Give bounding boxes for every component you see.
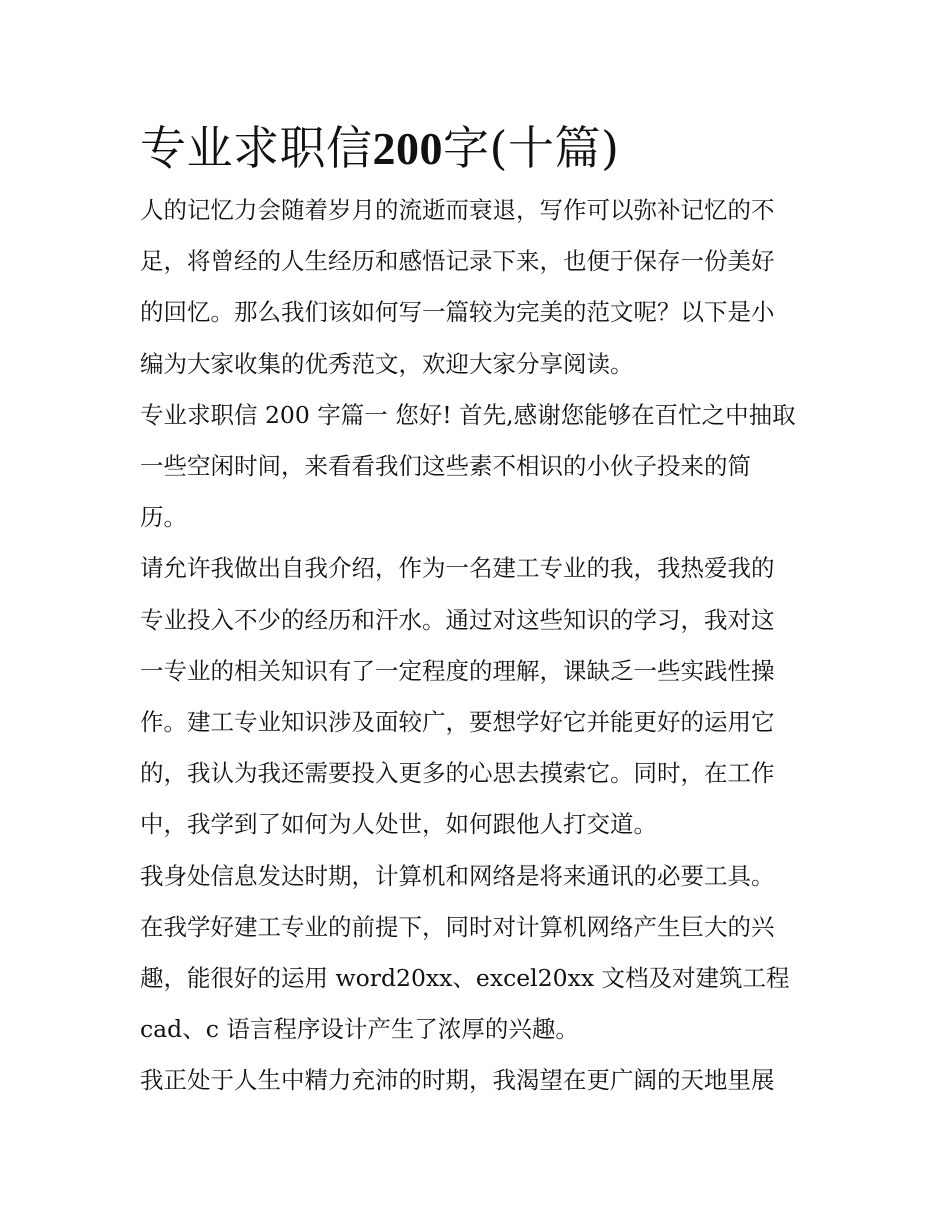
document-title [140, 112, 816, 185]
paragraph-line: 请允许我做出自我介绍，作为一名建工专业的我，我热爱我的 [140, 554, 775, 583]
paragraph-line: 作。建工专业知识涉及面较广，要想学好它并能更好的运用它 [140, 708, 775, 737]
paragraph-line: 足，将曾经的人生经历和感悟记录下来，也便于保存一份美好 [140, 247, 775, 276]
paragraph-computer-skills [140, 851, 816, 1056]
paragraph-line: cad、c 语言程序设计产生了浓厚的兴趣。 [140, 1015, 579, 1044]
paragraph-letter-opening [140, 390, 816, 544]
paragraph-line: 历。 [140, 503, 187, 532]
paragraph-line: 中，我学到了如何为人处世，如何跟他人打交道。 [140, 810, 657, 839]
title-suffix: 字(十篇) [443, 121, 620, 175]
title-prefix: 专业求职信 [140, 121, 373, 175]
paragraph-closing [140, 1055, 816, 1106]
paragraph-line: 在我学好建工专业的前提下，同时对计算机网络产生巨大的兴 [140, 912, 775, 941]
paragraph-line: 人的记忆力会随着岁月的流逝而衰退，写作可以弥补记忆的不 [140, 196, 775, 224]
paragraph-line: 趣，能很好的运用 word20xx、excel20xx 文档及对建筑工程 [140, 964, 790, 993]
paragraph-line: 的回忆。那么我们该如何写一篇较为完美的范文呢？以下是小 [140, 298, 775, 327]
paragraph-line: 我正处于人生中精力充沛的时期，我渴望在更广阔的天地里展 [140, 1066, 775, 1095]
paragraph-line: 我身处信息发达时期，计算机和网络是将来通讯的必要工具。 [140, 861, 775, 890]
title-number: 200 [372, 123, 443, 174]
paragraph-line: 编为大家收集的优秀范文，欢迎大家分享阅读。 [140, 349, 634, 378]
paragraph-line: 专业投入不少的经历和汗水。通过对这些知识的学习，我对这 [140, 605, 775, 634]
paragraph-self-introduction [140, 543, 816, 850]
paragraph-line: 专业求职信 200 字篇一 您好! 首先,感谢您能够在百忙之中抽取 [140, 400, 796, 429]
document-page [140, 112, 816, 1107]
paragraph-intro [140, 185, 816, 390]
paragraph-line: 一专业的相关知识有了一定程度的理解，课缺乏一些实践性操 [140, 656, 775, 685]
paragraph-line: 的，我认为我还需要投入更多的心思去摸索它。同时，在工作 [140, 759, 775, 788]
paragraph-line: 一些空闲时间，来看看我们这些素不相识的小伙子投来的简 [140, 452, 751, 481]
